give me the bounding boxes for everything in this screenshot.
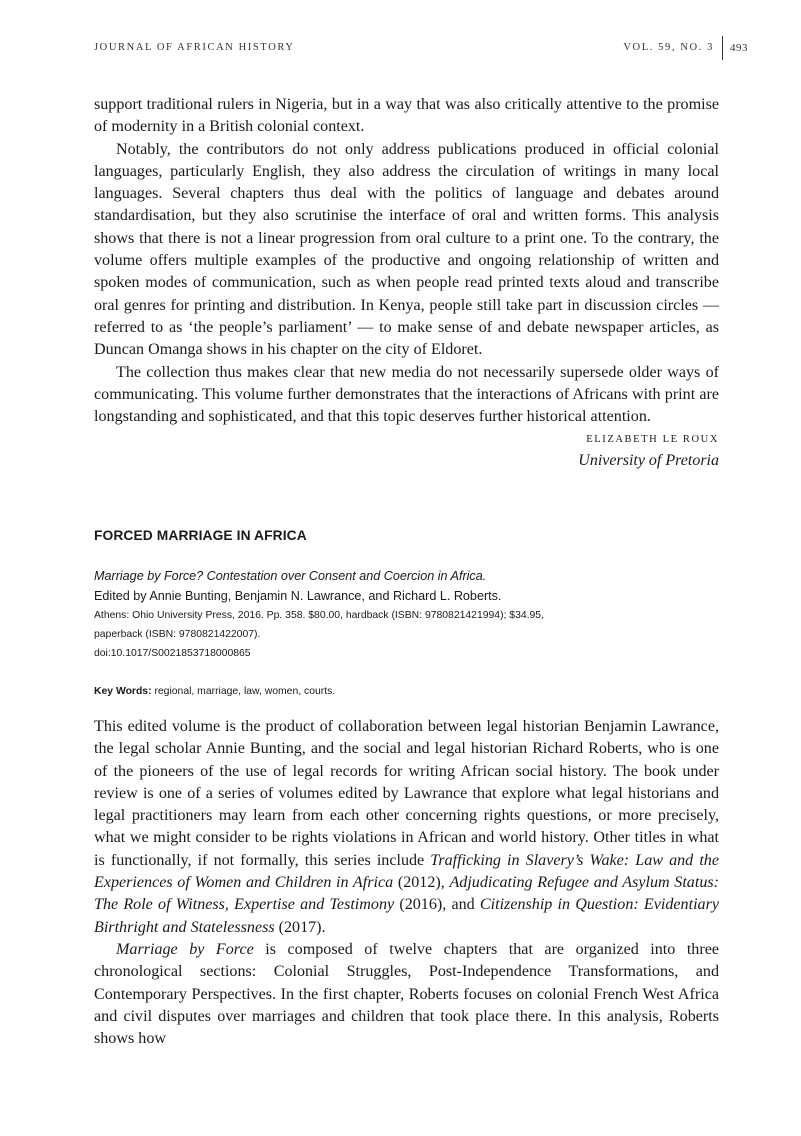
running-head xyxy=(94,40,748,64)
paragraph: Notably, the contributors do not only address publications produced in official colonial languages, particularly English, they also address the circulation of writings in many local languages. Several chapters thus deal with the politics of language and debates around standardisation, but they also scrutinise the interface of oral and written forms. This analysis shows that there is not a linear progression from oral culture to a print one. To the contrary, the volume offers multiple examples of the productive and ongoing relationship of written and spoken modes of communication, such as when people read printed texts aloud and transcribe oral genres for printing and distribution. In Kenya, people still take part in discussion circles — referred to as ‘the people’s parliament’ — to make sense of and debate newspaper articles, as Duncan Omanga shows in his chapter on the city of Eldoret. xyxy=(94,140,719,359)
paragraph-text: (2012), xyxy=(393,874,450,892)
publication-details-cont: paperback (ISBN: 9780821422007). xyxy=(94,629,261,640)
volume-info xyxy=(623,42,748,60)
book-title-ref: Marriage by Force xyxy=(116,940,254,958)
journal-name: JOURNAL OF AFRICAN HISTORY xyxy=(94,42,295,53)
paragraph xyxy=(94,716,719,939)
reviewer-name: ELIZABETH LE ROUX xyxy=(586,434,719,446)
doi-link[interactable]: doi:10.1017/S0021853718000865 xyxy=(94,648,251,659)
keywords-list: regional, marriage, law, women, courts. xyxy=(154,686,336,697)
paragraph-text: (2017). xyxy=(274,918,326,936)
book-editors: Edited by Annie Bunting, Benjamin N. Lawrance, and Richard L. Roberts. xyxy=(94,589,502,603)
book-citation xyxy=(94,566,719,663)
paragraph: support traditional rulers in Nigeria, but in a way that was also critically attentive to the promise of modernity in a British colonial context. xyxy=(94,96,719,136)
keywords xyxy=(94,686,335,697)
series-title: Adjudicating Refugee and Asylum Status: The Role of Witness, Expertise and Testimony xyxy=(94,874,719,914)
paragraph-text: This edited volume is the product of collaboration between legal historian Benjamin Lawrance, the legal scholar Annie Bunting, and the social and legal historian Richard Roberts, who is one of the pioneers of the use of legal records for writing African social history. The book under review is one of a series of volumes edited by Lawrance that explore what legal historians and legal practitioners may learn from each other concerning rights questions, or more precisely, what we might consider to be rights violations in African and world history. Other titles in what is functionally, if not formally, this series include xyxy=(94,718,719,869)
paragraph-text: is composed of twelve chapters that are organized into three chronological sections: Colonial Struggles, Post-Independence Transformations, and Contemporary Perspectives. In the first chapter, Roberts focuses on colonial French West Africa and civil disputes over marriages and children that took place there. In this analysis, Roberts shows how xyxy=(94,940,719,1048)
reviewer-affiliation: University of Pretoria xyxy=(578,452,719,470)
paragraph xyxy=(94,939,719,1050)
header-divider xyxy=(722,36,723,60)
page-number: 493 xyxy=(730,42,748,54)
review-body xyxy=(94,716,719,1050)
previous-review-end xyxy=(94,94,719,473)
review-section-title: FORCED MARRIAGE IN AFRICA xyxy=(94,528,307,543)
reviewer-signature xyxy=(94,431,719,473)
keywords-label: Key Words: xyxy=(94,686,152,697)
paragraph: The collection thus makes clear that new media do not necessarily supersede older ways of communicating. This volume further demonstrates that the interactions of Africans with print are longstanding and sophisticated, and that this topic deserves further historical attention. xyxy=(94,363,719,426)
volume-number: VOL. 59, NO. 3 xyxy=(623,42,714,53)
series-title: Trafficking in Slavery’s Wake: Law and the Experiences of Women and Children in Africa xyxy=(94,851,719,892)
paragraph-text: (2016), and xyxy=(394,896,480,914)
series-title: Citizenship in Question: Evidentiary Birthright and Statelessness xyxy=(94,896,719,936)
book-title: Marriage by Force? Contestation over Consent and Coercion in Africa. xyxy=(94,569,487,583)
publication-details: Athens: Ohio University Press, 2016. Pp. 358. $80.00, hardback (ISBN: 9780821421994); $34.95, xyxy=(94,610,544,621)
